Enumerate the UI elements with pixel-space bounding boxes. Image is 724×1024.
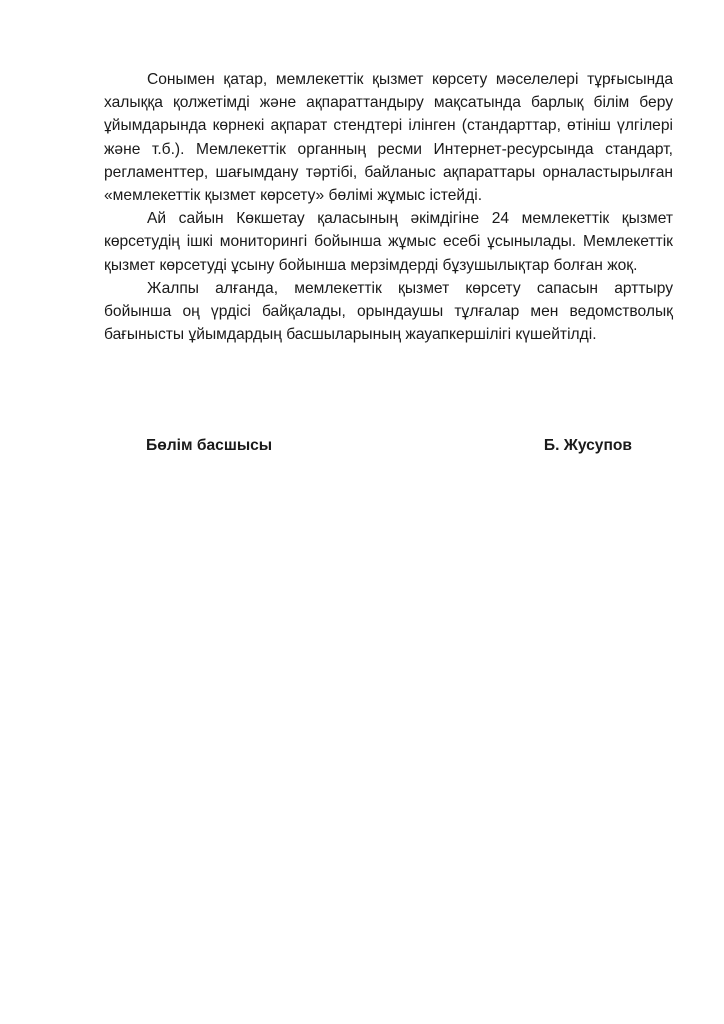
paragraph-conclusion: Жалпы алғанда, мемлекеттік қызмет көрсету сапасын арттыру бойынша оң үрдісі байқалады, орындаушы тұлғалар мен ведомстволық бағынысты ұйымдардың басшыларының жауапкершілігі күшейтілді. <box>104 279 673 344</box>
signature-name: Б. Жусупов <box>543 437 632 454</box>
paragraph-monitoring-report: Ай сайын Көкшетау қаласының әкімдігіне 24 мемлекеттік қызмет көрсетудің ішкі мониторингі бойынша жұмыс есебі ұсынылады. Мемлекеттік қызмет көрсетуді ұсыну бойынша мерзімдерді бұзушылықтар болған жоқ. <box>104 210 673 274</box>
paragraph-services-info: Сонымен қатар, мемлекеттік қызмет көрсету мәселелері тұрғысында халыққа қолжетімді және ақпараттандыру мақсатында барлық білім беру ұйымдарында көрнекі ақпарат стендтері ілінген (стандарттар, өтініш үлгілері және т.б.). Мемлекеттік органның ресми Интернет-ресурсында стандарт, регламенттер, шағымдану тәртібі, байланыс ақпараттары орналастырылған «мемлекеттік қызмет көрсету» бөлімі жұмыс істейді. <box>104 71 673 205</box>
signature-title: Бөлім басшысы <box>146 437 273 454</box>
document-body <box>104 68 673 346</box>
signature-block <box>0 437 724 459</box>
